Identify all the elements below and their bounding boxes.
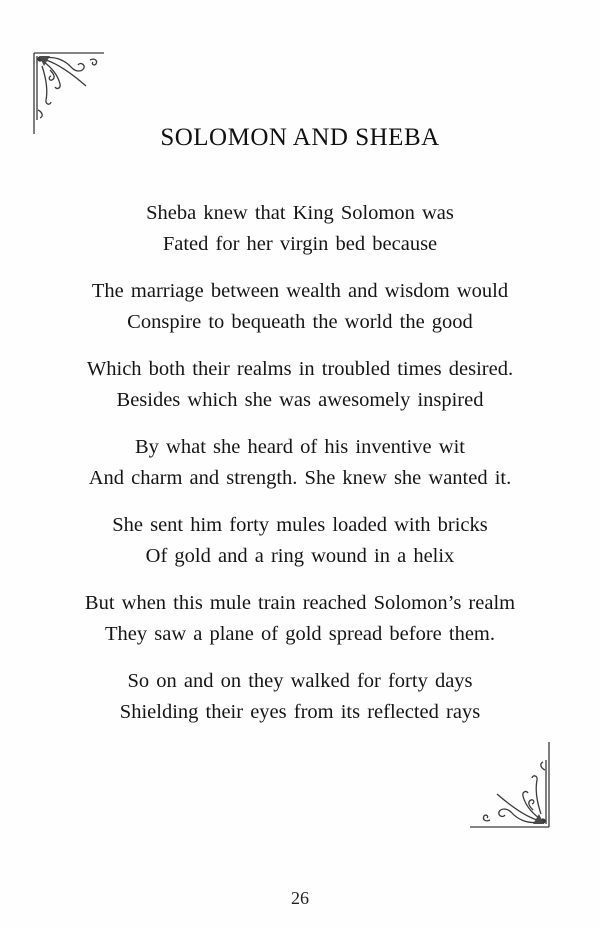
corner-flourish-icon bbox=[468, 740, 553, 830]
poem-line: Besides which she was awesomely inspired bbox=[116, 389, 484, 411]
stanza bbox=[0, 432, 600, 494]
corner-flourish-icon bbox=[30, 50, 105, 135]
poem-line: Conspire to bequeath the world the good bbox=[127, 311, 473, 333]
poem-line: Of gold and a ring wound in a helix bbox=[145, 545, 455, 567]
poem-line: Which both their realms in troubled times desired. bbox=[86, 358, 514, 380]
stanza bbox=[0, 588, 600, 650]
stanza bbox=[0, 666, 600, 728]
poem-line: By what she heard of his inventive wit bbox=[135, 436, 465, 458]
poem-line: And charm and strength. She knew she wanted it. bbox=[88, 467, 512, 489]
stanza bbox=[0, 510, 600, 572]
stanza bbox=[0, 276, 600, 338]
poem-line: But when this mule train reached Solomon’s realm bbox=[84, 592, 516, 614]
poem-line: So on and on they walked for forty days bbox=[127, 670, 473, 692]
stanza bbox=[0, 354, 600, 416]
poem-body bbox=[0, 198, 600, 744]
poem-title: SOLOMON AND SHEBA bbox=[160, 124, 440, 151]
page-number: 26 bbox=[291, 888, 309, 908]
poem-line: Shielding their eyes from its reflected rays bbox=[119, 701, 481, 723]
poem-line: The marriage between wealth and wisdom would bbox=[91, 280, 509, 302]
poem-line: Sheba knew that King Solomon was bbox=[146, 202, 454, 224]
stanza bbox=[0, 198, 600, 260]
poem-line: Fated for her virgin bed because bbox=[162, 233, 438, 255]
poem-line: She sent him forty mules loaded with bricks bbox=[112, 514, 488, 536]
poem-line: They saw a plane of gold spread before them. bbox=[105, 623, 495, 645]
